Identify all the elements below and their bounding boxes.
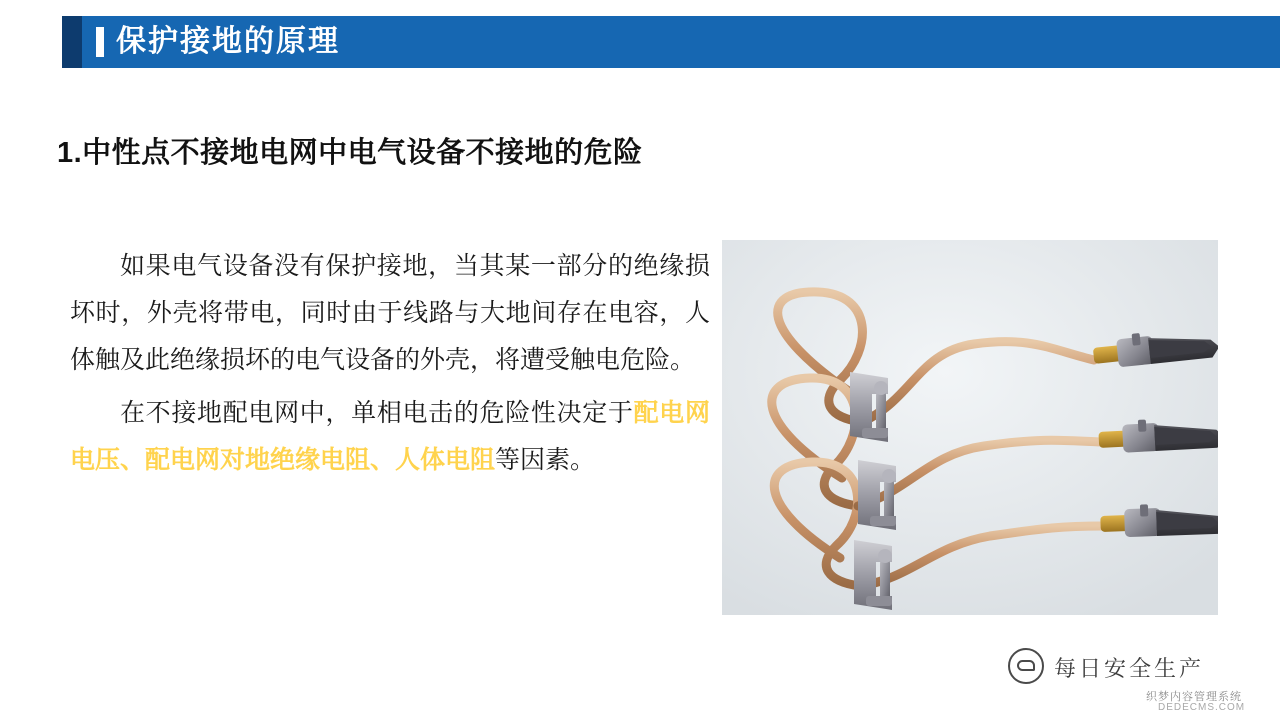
watermark-cms-url: DEDECMS.COM [1158, 702, 1246, 713]
body-text-block [70, 243, 710, 490]
paragraph-2-tail: 等因素。 [495, 447, 596, 474]
watermark-cms-line: 织梦内容管理系统 [1146, 691, 1242, 703]
paragraph-1: 如果电气设备没有保护接地，当其某一部分的绝缘损坏时，外壳将带电，同时由于线路与大地间存在电容，人体触及此绝缘损坏的电气设备的外壳，将遭受触电危险。 [70, 253, 710, 374]
watermark-logo-icon [1008, 648, 1044, 684]
section-heading: 1.中性点不接地电网中电气设备不接地的危险 [57, 137, 643, 169]
slide-title-bar [0, 16, 1280, 68]
highlighted-terms: 配电网电压、配电网对地绝缘电阻、人体电阻 [70, 400, 710, 474]
title-bar-extension [440, 16, 1280, 68]
title-accent-bar [96, 27, 104, 57]
grounding-clamp-graphic [722, 240, 1218, 615]
paragraph-2-lead: 在不接地配电网中，单相电击的危险性决定于 [120, 400, 634, 427]
watermark-name: 每日安全生产 [1054, 656, 1205, 681]
illustration-grounding-clamps [722, 240, 1218, 615]
title-bar-left-cap [62, 16, 82, 68]
page-title: 保护接地的原理 [116, 25, 340, 58]
paragraph-2 [70, 390, 710, 484]
